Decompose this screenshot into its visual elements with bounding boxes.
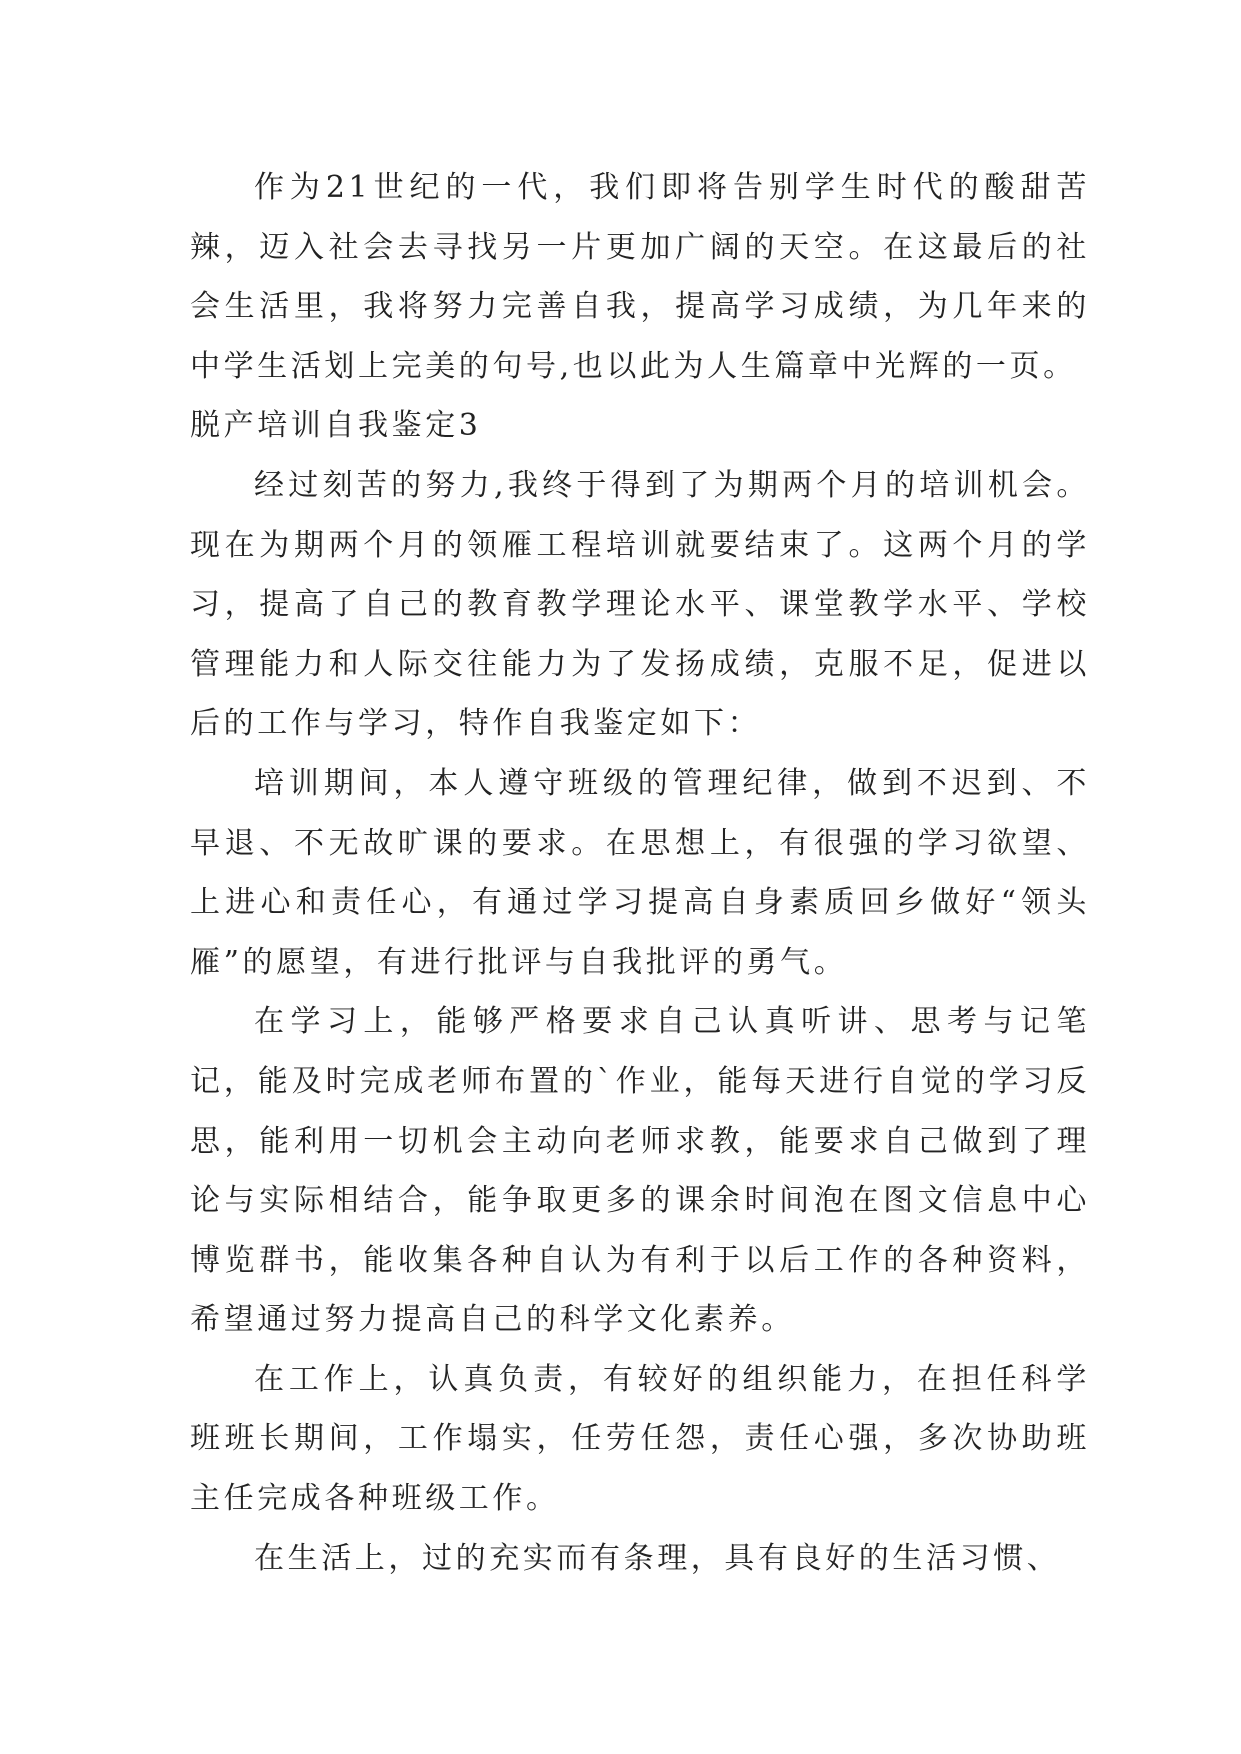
paragraph-study: 在学习上，能够严格要求自己认真听讲、思考与记笔记，能及时完成老师布置的`作业，能每天进行自觉的学习反思，能利用一切机会主动向老师求教，能要求自己做到了理论与实际相结合，能争取更多的课余时间泡在图文信息中心博览群书，能收集各种自认为有利于以后工作的各种资料，希望通过努力提高自己的科学文化素养。 [190,1004,1090,1338]
paragraph-discipline: 培训期间，本人遵守班级的管理纪律，做到不迟到、不早退、不无故旷课的要求。在思想上，有很强的学习欲望、上进心和责任心，有通过学习提高自身素质回乡做好“领头雁”的愿望，有进行批评与自我批评的勇气。 [190,765,1090,980]
paragraph-life: 在生活上，过的充实而有条理，具有良好的生活习惯、 [254,1540,1061,1576]
paragraph-intro: 经过刻苦的努力,我终于得到了为期两个月的培训机会。现在为期两个月的领雁工程培训就要结束了。这两个月的学习，提高了自己的教育教学理论水平、课堂教学水平、学校管理能力和人际交往能力为了发扬成绩，克服不足，促进以后的工作与学习，特作自我鉴定如下： [190,467,1090,742]
section-heading: 脱产培训自我鉴定3 [190,408,482,444]
paragraph-conclusion: 作为21世纪的一代，我们即将告别学生时代的酸甜苦辣，迈入社会去寻找另一片更加广阔的天空。在这最后的社会生活里，我将努力完善自我，提高学习成绩，为几年来的中学生活划上完美的句号,也以此为人生篇章中光辉的一页。 [190,170,1090,384]
paragraph-work: 在工作上，认真负责，有较好的组织能力，在担任科学班班长期间，工作塌实，任劳任怨，责任心强，多次协助班主任完成各种班级工作。 [190,1361,1090,1517]
document-body [190,158,1090,1588]
